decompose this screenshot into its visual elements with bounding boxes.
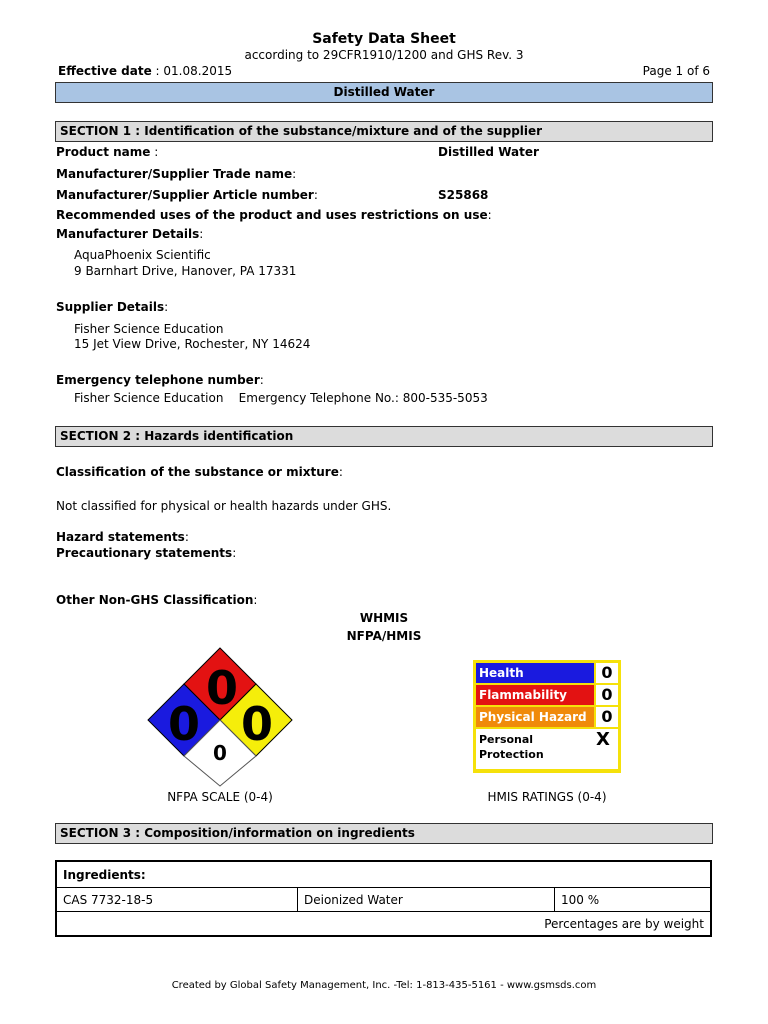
ingredients-table [55,860,712,937]
page-number: Page 1 of 6 [642,64,710,78]
manufacturer-details-row [56,227,203,241]
recommended-uses-row [56,208,492,222]
precautionary-statements-row [56,546,236,560]
nfpa-reactivity-value: 0 [240,697,274,751]
nfpa-hmis-heading: NFPA/HMIS [346,629,422,643]
hmis-personal-protection-label [476,729,588,769]
hmis-pp-line1: Personal [479,733,534,746]
article-number-row [56,188,318,202]
emergency-phone-label: Emergency telephone number [56,373,260,387]
effective-date-value: : 01.08.2015 [151,64,233,78]
classification-row [56,465,343,479]
page-footer: Created by Global Safety Management, Inc. -Tel: 1-813-435-5161 - www.gsmsds.com [171,980,597,991]
other-classification-label: Other Non-GHS Classification [56,593,254,607]
section-2-header: SECTION 2 : Hazards identification [55,426,713,447]
effective-date [58,64,232,78]
supplier-details-row [56,300,168,314]
hmis-physical-label: Physical Hazard [476,707,594,727]
classification-value: Not classified for physical or health hazards under GHS. [56,499,392,513]
hazard-statements-sep: : [184,530,189,544]
classification-sep: : [338,465,343,479]
emergency-phone-value: Fisher Science Education Emergency Telephone No.: 800-535-5053 [74,391,488,405]
emergency-phone-sep: : [259,373,264,387]
emergency-phone-row [56,373,264,387]
ingredients-label: Ingredients: [56,861,711,888]
table-row [56,861,711,888]
hmis-flammability-value: 0 [596,685,618,705]
nfpa-special-value: 0 [213,741,227,765]
other-classification-row [56,593,257,607]
hmis-flammability-row [476,685,618,705]
section-1-header: SECTION 1 : Identification of the substance/mixture and of the supplier [55,121,713,142]
trade-name-row [56,167,296,181]
trade-name-sep: : [292,167,297,181]
product-name-sep: : [150,145,159,159]
trade-name-label: Manufacturer/Supplier Trade name [56,167,293,181]
hmis-health-row [476,663,618,683]
hmis-physical-value: 0 [596,707,618,727]
hazard-statements-row [56,530,189,544]
nfpa-caption: NFPA SCALE (0-4) [167,790,273,804]
hazard-statements-label: Hazard statements [56,530,185,544]
effective-date-label: Effective date [58,64,152,78]
manufacturer-details-sep: : [199,227,204,241]
table-row [56,888,711,912]
article-number-label: Manufacturer/Supplier Article number [56,188,314,202]
classification-label: Classification of the substance or mixture [56,465,339,479]
nfpa-health-value: 0 [167,697,201,751]
article-number-sep: : [313,188,318,202]
manufacturer-details-label: Manufacturer Details [56,227,200,241]
product-banner: Distilled Water [55,82,713,103]
precautionary-statements-sep: : [232,546,237,560]
supplier-name: Fisher Science Education [74,322,224,336]
ingredient-name: Deionized Water [298,888,555,912]
other-classification-sep: : [253,593,258,607]
manufacturer-address: 9 Barnhart Drive, Hanover, PA 17331 [74,264,297,278]
hmis-personal-protection-value: X [596,729,610,750]
hmis-personal-protection-row [476,729,618,769]
product-name-value: Distilled Water [438,145,539,159]
hmis-physical-row [476,707,618,727]
article-number-value: S25868 [438,188,489,202]
whmis-heading: WHMIS [359,611,409,625]
product-name-row [56,145,158,159]
hmis-health-value: 0 [596,663,618,683]
ingredient-percentage: 100 % [555,888,712,912]
supplier-details-sep: : [164,300,169,314]
manufacturer-name: AquaPhoenix Scientific [74,248,211,262]
nfpa-flammability-value: 0 [205,661,239,715]
document-subtitle: according to 29CFR1910/1200 and GHS Rev. 3 [244,48,524,62]
supplier-address: 15 Jet View Drive, Rochester, NY 14624 [74,337,311,351]
ingredient-cas: CAS 7732-18-5 [56,888,298,912]
hmis-flammability-label: Flammability [476,685,594,705]
percentage-note: Percentages are by weight [56,912,711,937]
product-name-label: Product name [56,145,151,159]
section-3-header: SECTION 3 : Composition/information on ingredients [55,823,713,844]
hmis-pp-line2: Protection [479,748,544,761]
hmis-caption: HMIS RATINGS (0-4) [487,790,607,804]
hmis-health-label: Health [476,663,594,683]
table-row [56,912,711,937]
supplier-details-label: Supplier Details [56,300,165,314]
recommended-uses-sep: : [487,208,492,222]
precautionary-statements-label: Precautionary statements [56,546,233,560]
recommended-uses-label: Recommended uses of the product and uses restrictions on use [56,208,488,222]
nfpa-diamond [145,646,295,788]
document-title: Safety Data Sheet [312,31,456,47]
hmis-label [473,660,621,773]
